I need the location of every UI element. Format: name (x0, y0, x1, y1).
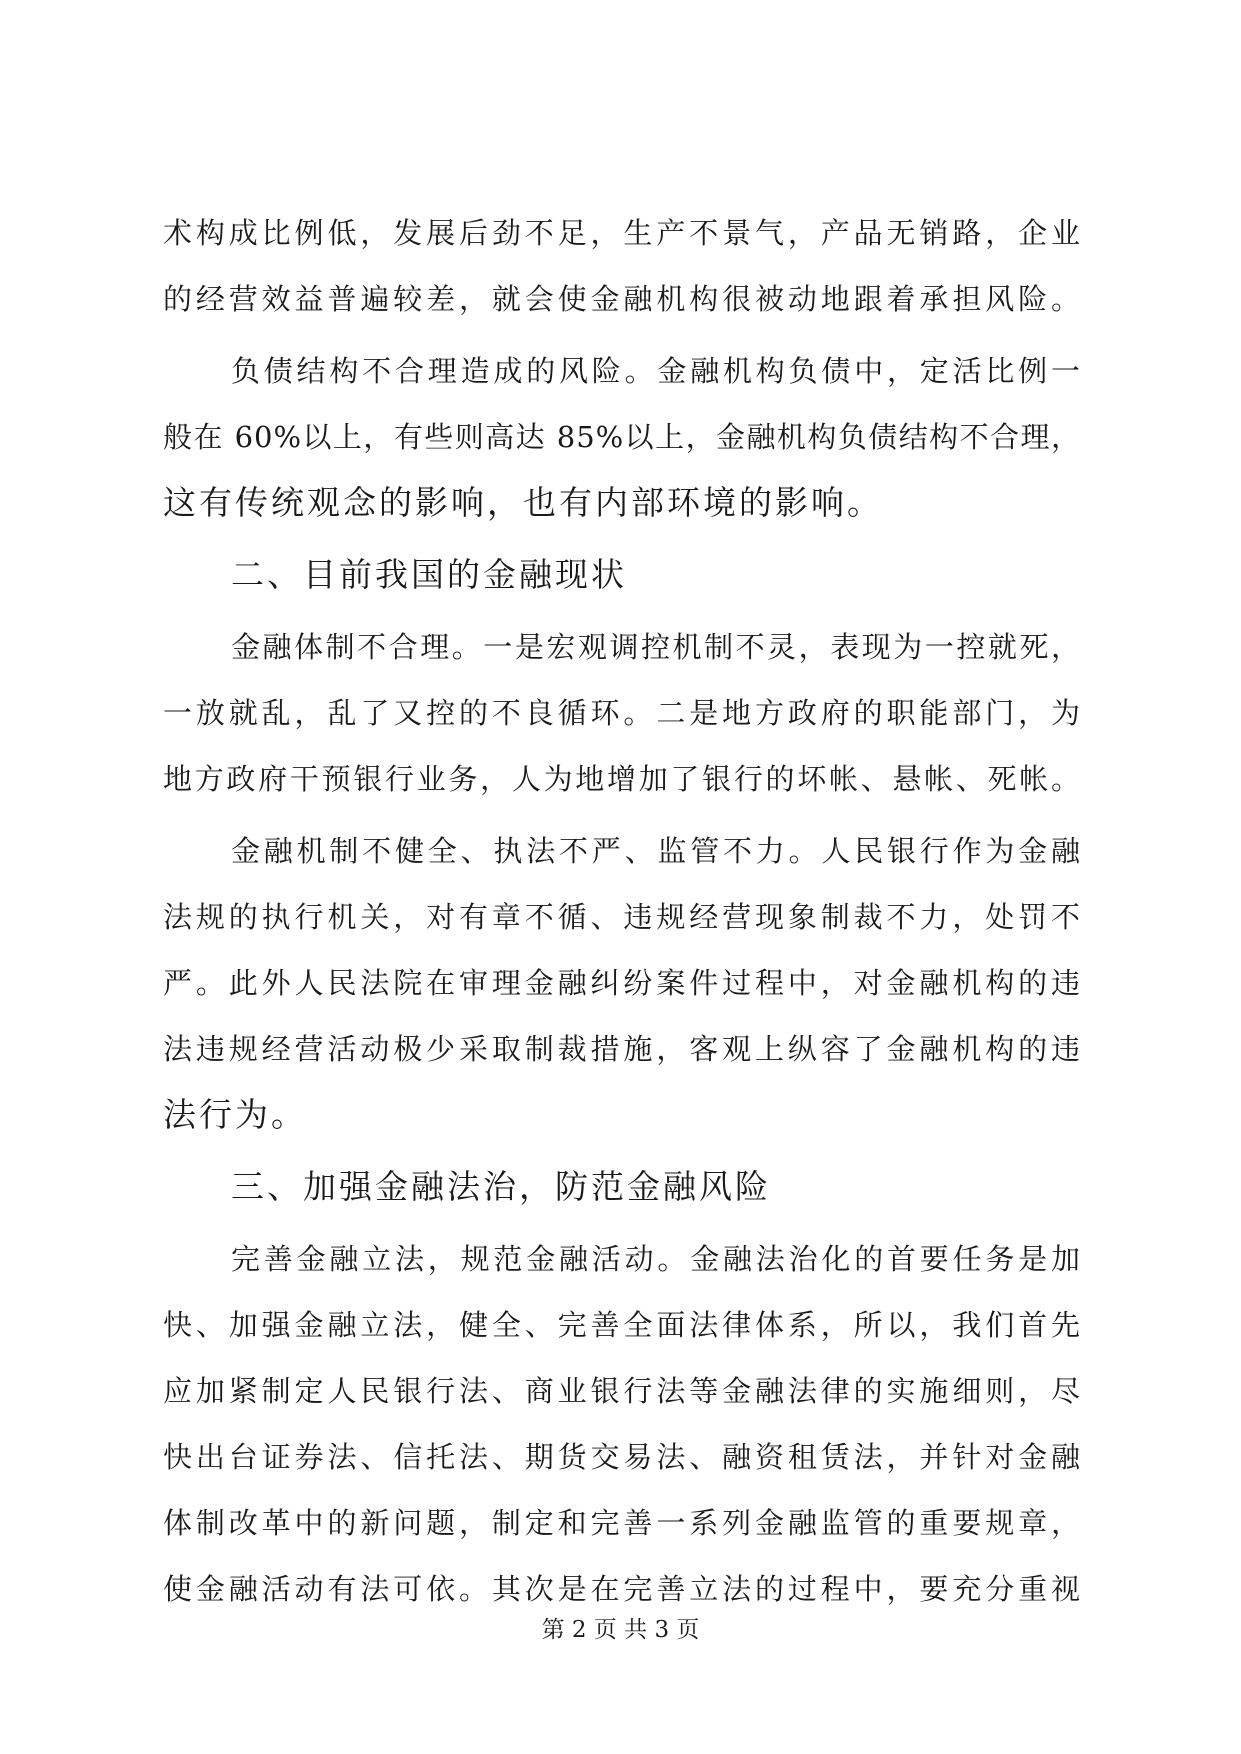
text-line: 术构成比例低，发展后劲不足，生产不景气，产品无销路，企业 (163, 216, 1081, 250)
text-line: 快、加强金融立法，健全、完善全面法律体系，所以，我们首先 (163, 1308, 1081, 1342)
text-line: 严。此外人民法院在审理金融纠纷案件过程中，对金融机构的违 (163, 966, 1081, 1000)
text-line: 地方政府干预银行业务，人为地增加了银行的坏帐、悬帐、死帐。 (163, 762, 1081, 796)
text-line: 应加紧制定人民银行法、商业银行法等金融法律的实施细则，尽 (163, 1374, 1081, 1408)
text-line: 金融机制不健全、执法不严、监管不力。人民银行作为金融 (231, 834, 1081, 868)
text-line: 负债结构不合理造成的风险。金融机构负债中，定活比例一 (231, 354, 1081, 388)
page-footer: 第 2 页 共 3 页 (541, 1617, 700, 1643)
text-line: 这有传统观念的影响，也有内部环境的影响。 (163, 483, 883, 522)
text-line: 法违规经营活动极少采取制裁措施，客观上纵容了金融机构的违 (163, 1032, 1081, 1066)
text-line: 法行为。 (163, 1095, 307, 1134)
text-line: 体制改革中的新问题，制定和完善一系列金融监管的重要规章， (163, 1506, 1081, 1540)
text-line: 使金融活动有法可依。其次是在完善立法的过程中，要充分重视 (163, 1572, 1081, 1606)
text-line: 快出台证券法、信托法、期货交易法、融资租赁法，并针对金融 (163, 1440, 1081, 1474)
text-line: 完善金融立法，规范金融活动。金融法治化的首要任务是加 (231, 1242, 1081, 1276)
section-heading: 三、加强金融法治，防范金融风险 (231, 1167, 771, 1206)
text-line: 一放就乱，乱了又控的不良循环。二是地方政府的职能部门，为 (163, 696, 1081, 730)
text-line: 般在 60%以上，有些则高达 85%以上，金融机构负债结构不合理， (163, 420, 1081, 454)
section-heading: 二、目前我国的金融现状 (231, 555, 627, 594)
text-line: 法规的执行机关，对有章不循、违规经营现象制裁不力，处罚不 (163, 900, 1081, 934)
text-line: 金融体制不合理。一是宏观调控机制不灵，表现为一控就死， (231, 630, 1081, 664)
text-line: 的经营效益普遍较差，就会使金融机构很被动地跟着承担风险。 (163, 282, 1081, 316)
